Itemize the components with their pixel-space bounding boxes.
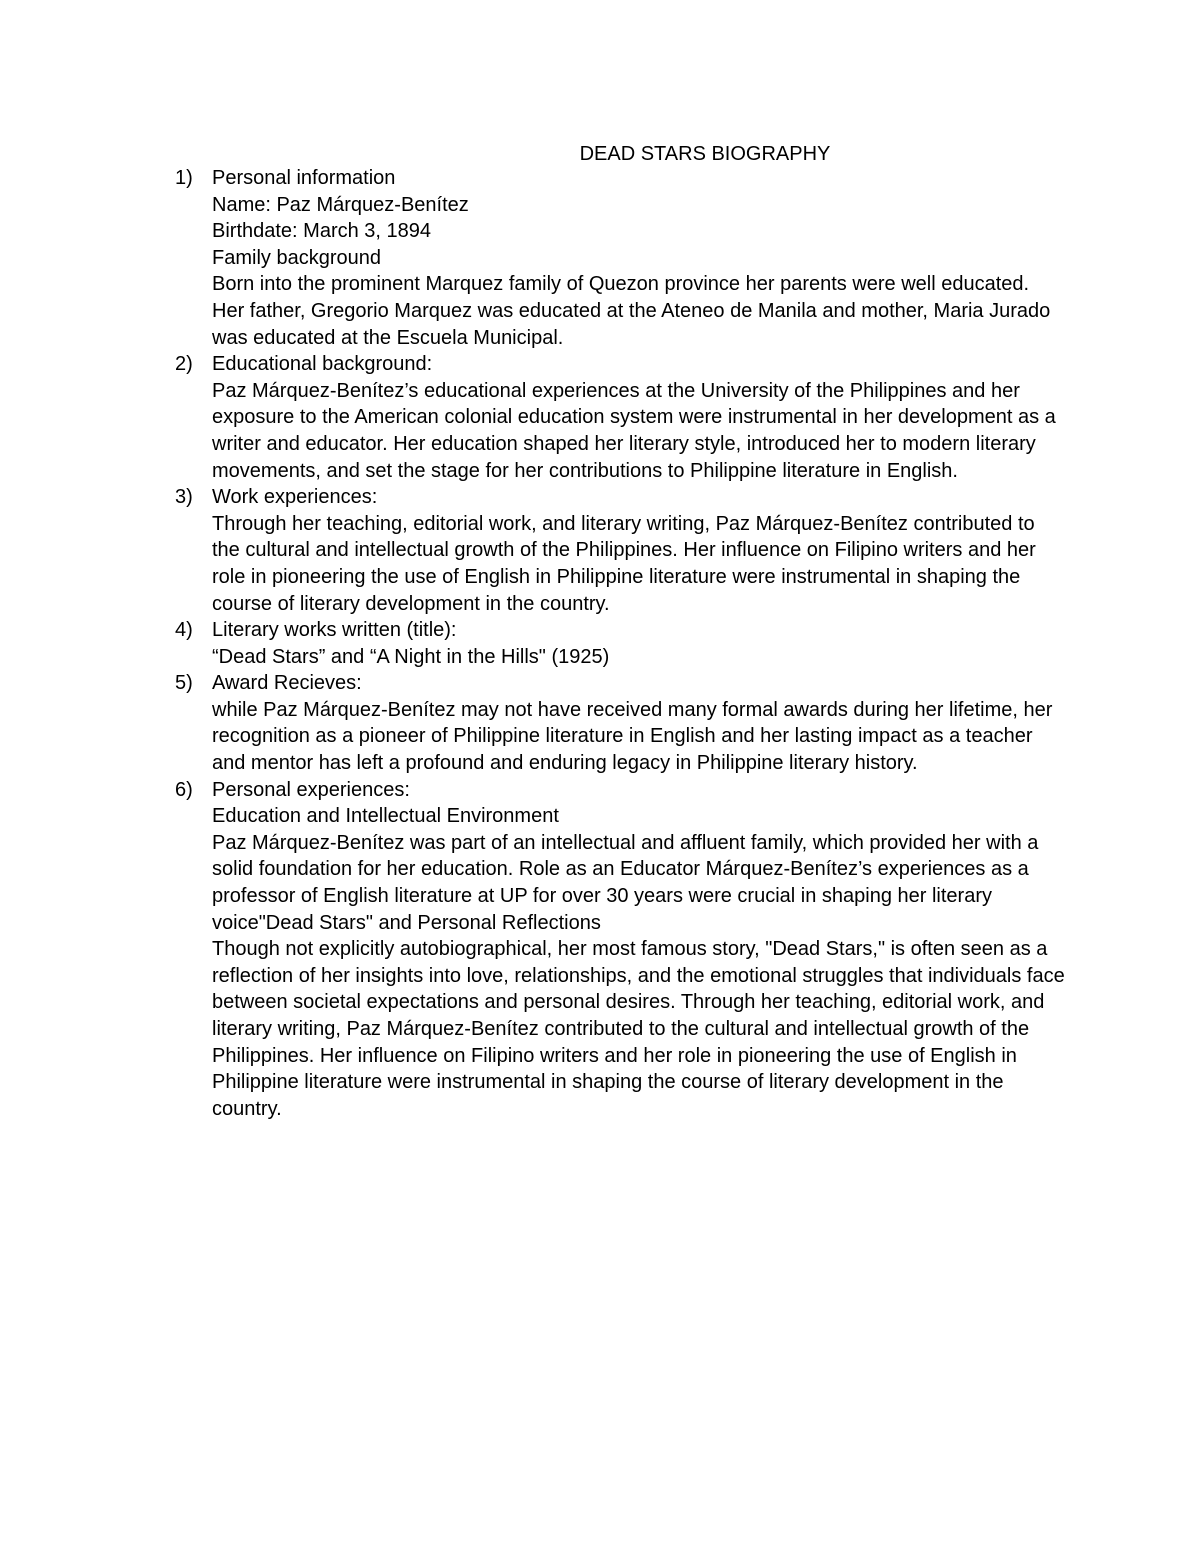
section-number: 2) [175,353,193,376]
paragraph: “Dead Stars” and “A Night in the Hills" (1925) [212,645,610,668]
section-heading: Award Recieves: [212,672,362,695]
section-number: 5) [175,672,193,695]
subheading: Family background [212,246,381,269]
section-heading: Personal information [212,167,396,189]
paragraph: Though not explicitly autobiographical, her most famous story, "Dead Stars," is often seen as a reflection of her insights into love, relationships, and the emotional struggles that individuals face between societal expectations and personal desires. Through her teaching, editorial work, and literary writing, Paz Márquez-Benítez contributed to the cultural and intellectual growth of the Philippines. Her influence on Filipino writers and her role in pioneering the use of English in Philippine literature were instrumental in shaping the course of literary development in the country. [212,938,1071,1120]
section-work-experiences [175,484,1065,617]
subheading: Education and Intellectual Environment [212,805,559,828]
section-list [175,165,1071,1122]
paragraph: while Paz Márquez-Benítez may not have received many formal awards during her lifetime, her recognition as a pioneer of Philippine literature in English and her lasting impact as a teacher and mentor has left a profound and enduring legacy in Philippine literary history. [212,698,1058,775]
section-heading: Educational background: [212,353,433,376]
paragraph: Born into the prominent Marquez family of Quezon province her parents were well educated. Her father, Gregorio Marquez was educated at the Ateneo de Manila and mother, Maria Jurado was educated at the Escuela Municipal. [212,273,1056,349]
paragraph: Paz Márquez-Benítez’s educational experiences at the University of the Philippines and her exposure to the American colonial education system were instrumental in her development as a writer and educator. Her education shaped her literary style, introduced her to modern literary movements, and set the stage for her contributions to Philippine literature in English. [212,379,1062,482]
section-number: 4) [175,619,193,642]
section-heading: Literary works written (title): [212,619,457,642]
section-personal-information [175,165,1065,351]
paragraph: Through her teaching, editorial work, and literary writing, Paz Márquez-Benítez contributed to the cultural and intellectual growth of the Philippines. Her influence on Filipino writers and her role in pioneering the use of English in Philippine literature were instrumental in shaping the course of literary development in the country. [212,512,1042,615]
section-number: 1) [175,167,193,189]
section-educational-background [175,351,1065,484]
section-awards [175,670,1065,776]
section-literary-works [175,617,1065,670]
section-number: 3) [175,486,193,509]
paragraph: Paz Márquez-Benítez was part of an intellectual and affluent family, which provided her with a solid foundation for her education. Role as an Educator Márquez-Benítez’s experiences as a professor of English literature at UP for over 30 years were crucial in shaping her literary voice"Dead Stars" and Personal Reflections [212,831,1044,934]
section-number: 6) [175,778,193,801]
name-line: Name: Paz Márquez-Benítez [212,193,469,216]
section-heading: Personal experiences: [212,778,410,801]
birthdate-line: Birthdate: March 3, 1894 [212,220,432,243]
section-personal-experiences [175,777,1071,1123]
document-title: DEAD STARS BIOGRAPHY [579,143,831,165]
section-heading: Work experiences: [212,486,378,509]
